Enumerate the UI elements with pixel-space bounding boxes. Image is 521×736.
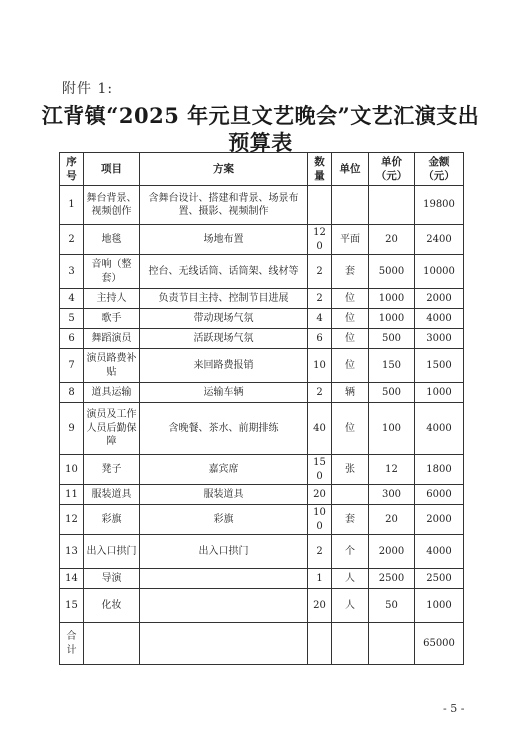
cell-item: 凳子 xyxy=(84,455,140,485)
cell-qty: 20 xyxy=(308,589,332,623)
cell-plan: 负责节目主持、控制节目进展 xyxy=(140,289,308,309)
cell-qty xyxy=(308,186,332,225)
cell-unit: 位 xyxy=(332,349,369,383)
cell-plan: 运输车辆 xyxy=(140,383,308,403)
table-row xyxy=(60,383,464,403)
cell-qty: 40 xyxy=(308,403,332,455)
cell-unit: 人 xyxy=(332,589,369,623)
table-row xyxy=(60,309,464,329)
cell-seq: 10 xyxy=(60,455,84,485)
budget-table-footer xyxy=(60,623,464,665)
budget-table xyxy=(59,152,464,665)
cell-amount: 10000 xyxy=(415,255,464,289)
table-row xyxy=(60,589,464,623)
cell-seq: 1 xyxy=(60,186,84,225)
cell-seq: 14 xyxy=(60,569,84,589)
cell-unit: 位 xyxy=(332,309,369,329)
cell-price: 150 xyxy=(369,349,415,383)
cell-unit: 人 xyxy=(332,569,369,589)
cell-amount: 6000 xyxy=(415,485,464,505)
cell-unit: 位 xyxy=(332,329,369,349)
cell-seq: 5 xyxy=(60,309,84,329)
table-row xyxy=(60,455,464,485)
cell-seq: 2 xyxy=(60,225,84,255)
cell-item: 服装道具 xyxy=(84,485,140,505)
cell-amount: 1000 xyxy=(415,589,464,623)
cell-amount: 4000 xyxy=(415,309,464,329)
cell-seq: 4 xyxy=(60,289,84,309)
cell-plan xyxy=(140,589,308,623)
cell-amount: 19800 xyxy=(415,186,464,225)
cell-amount: 4000 xyxy=(415,535,464,569)
cell-unit: 套 xyxy=(332,255,369,289)
cell-price xyxy=(369,186,415,225)
page-number: - 5 - xyxy=(443,702,465,715)
table-row xyxy=(60,225,464,255)
cell-qty: 4 xyxy=(308,309,332,329)
cell-unit xyxy=(332,485,369,505)
header-qty: 数量 xyxy=(308,153,332,186)
cell-price: 300 xyxy=(369,485,415,505)
cell-seq: 12 xyxy=(60,505,84,535)
cell-item: 演员及工作人员后勤保障 xyxy=(84,403,140,455)
cell-amount: 2000 xyxy=(415,505,464,535)
cell-unit: 辆 xyxy=(332,383,369,403)
cell-plan: 带动现场气氛 xyxy=(140,309,308,329)
cell-plan: 彩旗 xyxy=(140,505,308,535)
cell-price: 20 xyxy=(369,505,415,535)
cell-plan: 嘉宾席 xyxy=(140,455,308,485)
table-row xyxy=(60,485,464,505)
cell-unit: 位 xyxy=(332,403,369,455)
cell-qty: 150 xyxy=(308,455,332,485)
budget-table-header xyxy=(60,153,464,186)
header-row xyxy=(60,153,464,186)
total-empty-cell xyxy=(369,623,415,665)
cell-plan: 服装道具 xyxy=(140,485,308,505)
cell-item: 导演 xyxy=(84,569,140,589)
cell-qty: 2 xyxy=(308,383,332,403)
cell-seq: 11 xyxy=(60,485,84,505)
cell-price: 2500 xyxy=(369,569,415,589)
header-seq: 序号 xyxy=(60,153,84,186)
table-row xyxy=(60,349,464,383)
cell-amount: 1500 xyxy=(415,349,464,383)
cell-item: 彩旗 xyxy=(84,505,140,535)
cell-seq: 6 xyxy=(60,329,84,349)
cell-price: 500 xyxy=(369,329,415,349)
table-row xyxy=(60,329,464,349)
cell-seq: 13 xyxy=(60,535,84,569)
cell-item: 音响（整套） xyxy=(84,255,140,289)
cell-plan: 活跃现场气氛 xyxy=(140,329,308,349)
cell-seq: 7 xyxy=(60,349,84,383)
budget-table-body xyxy=(60,186,464,623)
cell-price: 2000 xyxy=(369,535,415,569)
cell-qty: 10 xyxy=(308,349,332,383)
table-row xyxy=(60,186,464,225)
cell-item: 化妆 xyxy=(84,589,140,623)
header-item: 项目 xyxy=(84,153,140,186)
cell-unit: 套 xyxy=(332,505,369,535)
cell-unit: 张 xyxy=(332,455,369,485)
cell-amount: 3000 xyxy=(415,329,464,349)
cell-price: 500 xyxy=(369,383,415,403)
cell-item: 出入口拱门 xyxy=(84,535,140,569)
cell-unit xyxy=(332,186,369,225)
table-row xyxy=(60,569,464,589)
cell-plan: 含舞台设计、搭建和背景、场景布置、摄影、视频制作 xyxy=(140,186,308,225)
cell-item: 地毯 xyxy=(84,225,140,255)
cell-unit: 平面 xyxy=(332,225,369,255)
cell-qty: 120 xyxy=(308,225,332,255)
cell-item: 舞台背景、视频创作 xyxy=(84,186,140,225)
attachment-label: 附件 1: xyxy=(62,81,114,97)
cell-seq: 3 xyxy=(60,255,84,289)
table-row xyxy=(60,403,464,455)
cell-plan: 控台、无线话筒、话筒架、线材等 xyxy=(140,255,308,289)
total-row xyxy=(60,623,464,665)
cell-plan: 含晚餐、茶水、前期排练 xyxy=(140,403,308,455)
document-title-line-1: 江背镇“2025 年元旦文艺晚会”文艺汇演支出 xyxy=(41,103,480,128)
cell-seq: 9 xyxy=(60,403,84,455)
table-row xyxy=(60,255,464,289)
cell-qty: 6 xyxy=(308,329,332,349)
cell-price: 5000 xyxy=(369,255,415,289)
cell-price: 1000 xyxy=(369,309,415,329)
cell-seq: 8 xyxy=(60,383,84,403)
header-plan: 方案 xyxy=(140,153,308,186)
table-row xyxy=(60,535,464,569)
cell-item: 道具运输 xyxy=(84,383,140,403)
cell-item: 主持人 xyxy=(84,289,140,309)
table-row xyxy=(60,289,464,309)
header-unit: 单位 xyxy=(332,153,369,186)
cell-qty: 2 xyxy=(308,535,332,569)
header-price: 单价（元） xyxy=(369,153,415,186)
cell-qty: 100 xyxy=(308,505,332,535)
total-empty-cell xyxy=(332,623,369,665)
cell-seq: 15 xyxy=(60,589,84,623)
total-amount: 65000 xyxy=(415,623,464,665)
cell-amount: 1000 xyxy=(415,383,464,403)
header-amount: 金额（元） xyxy=(415,153,464,186)
cell-unit: 位 xyxy=(332,289,369,309)
cell-plan: 出入口拱门 xyxy=(140,535,308,569)
cell-qty: 20 xyxy=(308,485,332,505)
total-empty-cell xyxy=(308,623,332,665)
cell-qty: 2 xyxy=(308,289,332,309)
cell-price: 50 xyxy=(369,589,415,623)
total-label: 合计 xyxy=(60,623,84,665)
cell-plan: 来回路费报销 xyxy=(140,349,308,383)
cell-amount: 4000 xyxy=(415,403,464,455)
cell-item: 舞蹈演员 xyxy=(84,329,140,349)
cell-qty: 2 xyxy=(308,255,332,289)
cell-plan xyxy=(140,569,308,589)
total-empty-cell xyxy=(84,623,140,665)
total-empty-cell xyxy=(140,623,308,665)
cell-price: 20 xyxy=(369,225,415,255)
cell-amount: 2500 xyxy=(415,569,464,589)
cell-amount: 2400 xyxy=(415,225,464,255)
cell-unit: 个 xyxy=(332,535,369,569)
cell-amount: 2000 xyxy=(415,289,464,309)
cell-price: 1000 xyxy=(369,289,415,309)
cell-qty: 1 xyxy=(308,569,332,589)
table-row xyxy=(60,505,464,535)
cell-item: 歌手 xyxy=(84,309,140,329)
cell-price: 100 xyxy=(369,403,415,455)
cell-item: 演员路费补贴 xyxy=(84,349,140,383)
cell-amount: 1800 xyxy=(415,455,464,485)
document-title-line-2: 预算表 xyxy=(228,130,293,155)
cell-price: 12 xyxy=(369,455,415,485)
cell-plan: 场地布置 xyxy=(140,225,308,255)
